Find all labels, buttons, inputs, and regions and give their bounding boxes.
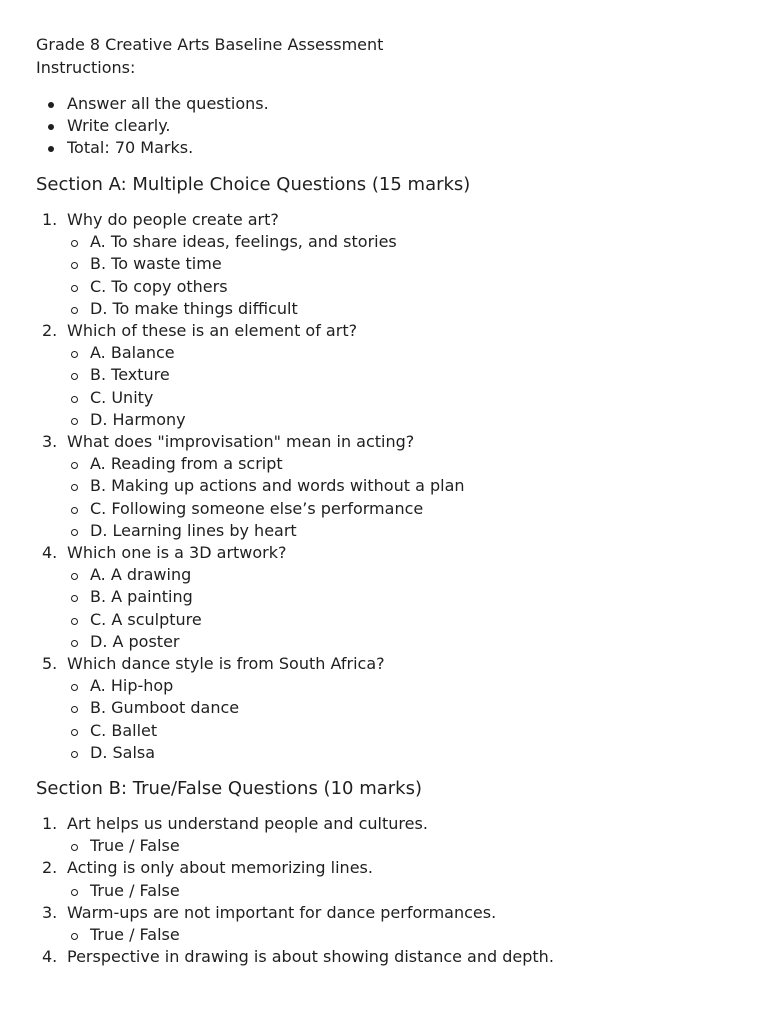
question-label: Acting is only about memorizing lines. xyxy=(67,858,373,878)
option-label: D. Salsa xyxy=(90,742,156,762)
option-label: A. Balance xyxy=(90,343,175,363)
option-list xyxy=(36,564,732,653)
document-title: Grade 8 Creative Arts Baseline Assessment xyxy=(36,35,384,54)
question-number: 1. xyxy=(42,814,58,834)
option-item xyxy=(36,880,732,902)
option-item xyxy=(36,520,732,542)
instructions-list xyxy=(36,93,732,159)
option-item xyxy=(36,298,732,320)
option-item xyxy=(36,498,732,520)
hollow-bullet-icon xyxy=(71,889,78,896)
option-list xyxy=(36,675,732,764)
section-a-title: Section A: Multiple Choice Questions (15 marks) xyxy=(36,174,471,195)
option-label: B. A painting xyxy=(90,587,193,607)
option-item xyxy=(36,924,732,946)
option-list xyxy=(36,453,732,542)
question-number: 1. xyxy=(42,210,58,229)
option-item xyxy=(36,364,732,386)
question-label: Which one is a 3D artwork? xyxy=(67,543,287,563)
hollow-bullet-icon xyxy=(71,507,78,514)
bullet-icon xyxy=(48,102,54,108)
hollow-bullet-icon xyxy=(71,684,78,691)
option-label: C. Following someone else’s performance xyxy=(90,498,424,518)
option-label: D. Harmony xyxy=(90,409,186,429)
hollow-bullet-icon xyxy=(71,262,78,269)
hollow-bullet-icon xyxy=(71,307,78,314)
hollow-bullet-icon xyxy=(71,933,78,940)
hollow-bullet-icon xyxy=(71,418,78,425)
question-label: Art helps us understand people and cultures. xyxy=(67,814,428,834)
option-item xyxy=(36,697,732,719)
hollow-bullet-icon xyxy=(71,640,78,647)
option-list xyxy=(36,231,732,320)
question-item xyxy=(36,542,732,653)
question-label: Which of these is an element of art? xyxy=(67,321,358,341)
instruction-item: Total: 70 Marks. xyxy=(36,137,732,159)
option-item xyxy=(36,631,732,653)
question-text xyxy=(36,431,732,453)
option-item xyxy=(36,720,732,742)
question-text xyxy=(36,320,732,342)
option-label: A. Reading from a script xyxy=(90,454,283,474)
question-text xyxy=(36,902,732,924)
option-label: B. Texture xyxy=(90,365,170,385)
question-label: Which dance style is from South Africa? xyxy=(67,654,385,674)
hollow-bullet-icon xyxy=(71,751,78,758)
question-number: 4. xyxy=(42,947,58,967)
option-label: D. A poster xyxy=(90,631,180,651)
question-label: What does "improvisation" mean in acting? xyxy=(67,432,415,452)
option-label: D. To make things difficult xyxy=(90,298,298,318)
option-item xyxy=(36,742,732,764)
hollow-bullet-icon xyxy=(71,240,78,247)
question-number: 3. xyxy=(42,432,58,452)
question-text xyxy=(36,653,732,675)
question-label: Warm-ups are not important for dance performances. xyxy=(67,902,497,922)
question-number: 2. xyxy=(42,858,58,878)
instruction-item: Write clearly. xyxy=(36,115,732,137)
option-label: B. Making up actions and words without a plan xyxy=(90,476,465,496)
question-item xyxy=(36,320,732,431)
question-text xyxy=(36,857,732,879)
option-label: True / False xyxy=(90,836,180,856)
hollow-bullet-icon xyxy=(71,484,78,491)
section-a-questions xyxy=(36,209,732,764)
question-item xyxy=(36,902,732,946)
option-list xyxy=(36,342,732,431)
question-number: 3. xyxy=(42,902,58,922)
question-item xyxy=(36,857,732,901)
option-list xyxy=(36,835,732,857)
question-number: 5. xyxy=(42,654,58,674)
question-text xyxy=(36,946,732,968)
hollow-bullet-icon xyxy=(71,729,78,736)
question-number: 2. xyxy=(42,321,58,341)
hollow-bullet-icon xyxy=(71,462,78,469)
option-label: A. To share ideas, feelings, and stories xyxy=(90,232,397,252)
question-text xyxy=(36,209,732,231)
hollow-bullet-icon xyxy=(71,595,78,602)
section-b-title: Section B: True/False Questions (10 marks) xyxy=(36,778,422,800)
question-item xyxy=(36,813,732,857)
option-label: True / False xyxy=(90,925,180,945)
hollow-bullet-icon xyxy=(71,618,78,625)
option-label: C. A sculpture xyxy=(90,609,202,629)
question-text xyxy=(36,813,732,835)
option-item xyxy=(36,231,732,253)
bullet-icon xyxy=(48,146,54,152)
hollow-bullet-icon xyxy=(71,529,78,536)
hollow-bullet-icon xyxy=(71,573,78,580)
option-label: C. Ballet xyxy=(90,720,158,740)
question-label: Perspective in drawing is about showing distance and depth. xyxy=(67,947,554,967)
hollow-bullet-icon xyxy=(71,396,78,403)
question-item xyxy=(36,209,732,320)
question-label: Why do people create art? xyxy=(67,210,279,229)
option-list xyxy=(36,880,732,902)
hollow-bullet-icon xyxy=(71,844,78,851)
question-item xyxy=(36,653,732,764)
section-b-questions xyxy=(36,813,732,968)
bullet-icon xyxy=(48,124,54,130)
question-item xyxy=(36,431,732,542)
instruction-item: Answer all the questions. xyxy=(36,93,732,115)
option-label: True / False xyxy=(90,880,180,900)
option-label: C. Unity xyxy=(90,387,154,407)
option-item xyxy=(36,475,732,497)
option-item xyxy=(36,586,732,608)
option-label: B. Gumboot dance xyxy=(90,698,240,718)
option-item xyxy=(36,675,732,697)
option-item xyxy=(36,609,732,631)
hollow-bullet-icon xyxy=(71,285,78,292)
option-item xyxy=(36,387,732,409)
question-text xyxy=(36,542,732,564)
option-item xyxy=(36,835,732,857)
instructions-label: Instructions: xyxy=(36,58,136,77)
option-item xyxy=(36,253,732,275)
option-item xyxy=(36,409,732,431)
option-item xyxy=(36,342,732,364)
option-label: A. A drawing xyxy=(90,565,192,585)
option-label: A. Hip-hop xyxy=(90,676,174,696)
option-item xyxy=(36,453,732,475)
option-item xyxy=(36,564,732,586)
hollow-bullet-icon xyxy=(71,373,78,380)
question-item xyxy=(36,946,732,968)
option-list xyxy=(36,924,732,946)
hollow-bullet-icon xyxy=(71,351,78,358)
hollow-bullet-icon xyxy=(71,706,78,713)
option-label: D. Learning lines by heart xyxy=(90,520,297,540)
question-number: 4. xyxy=(42,543,58,563)
option-label: C. To copy others xyxy=(90,276,228,296)
option-item xyxy=(36,276,732,298)
option-label: B. To waste time xyxy=(90,254,222,274)
